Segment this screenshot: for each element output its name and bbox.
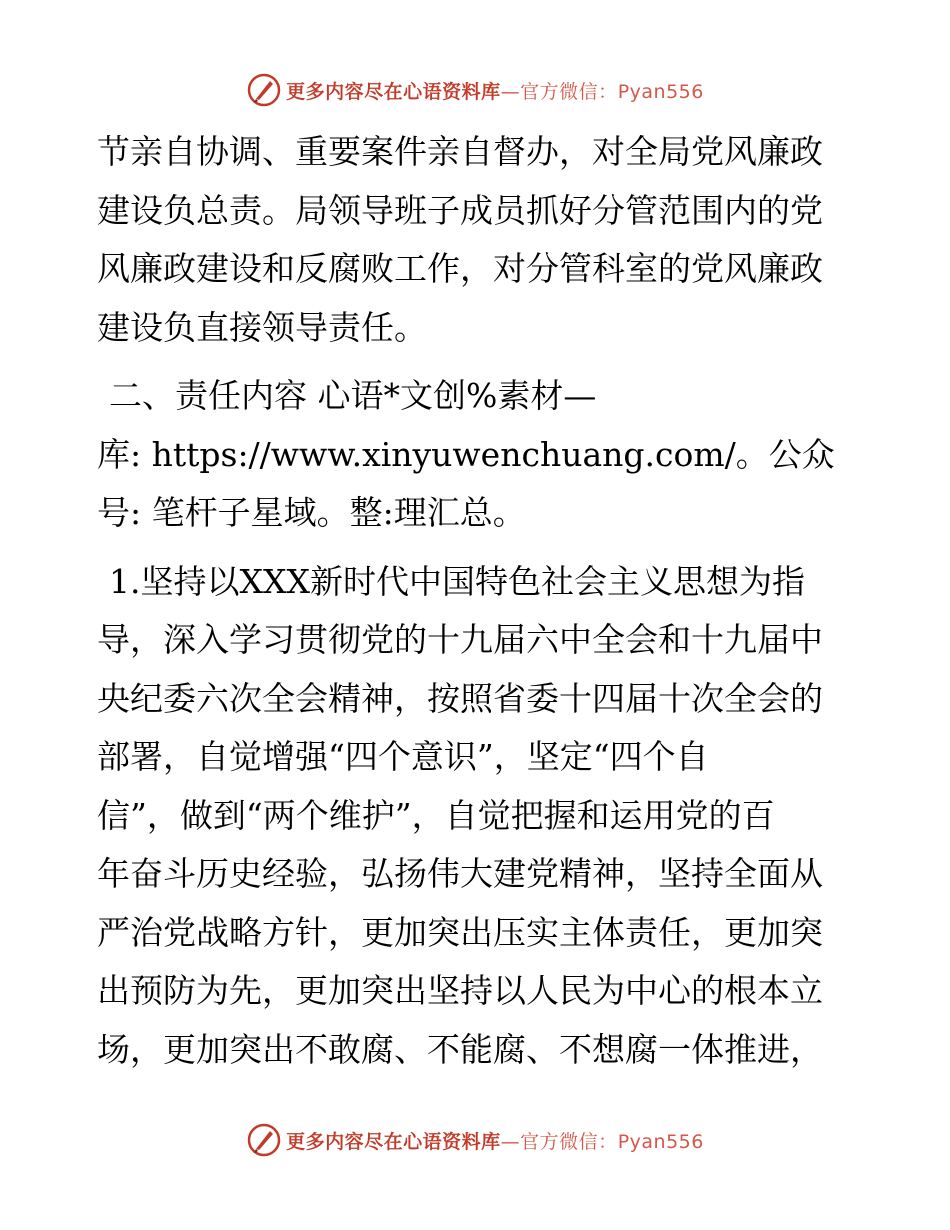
document-body (97, 123, 857, 1079)
footer-wechat-id: Pyan556 (617, 1130, 704, 1153)
footer-banner (0, 1120, 950, 1160)
header-separator: — (500, 80, 521, 103)
footer-logo-text: 更多内容尽在心语资料库 (286, 1130, 501, 1153)
text-line: 风廉政建设和反腐败工作，对分管科室的党风廉政 (97, 249, 823, 288)
text-line: 建设负直接领导责任。 (97, 307, 427, 347)
text-line: 部署，自觉增强“四个意识”，坚定“四个自 (97, 737, 709, 776)
text-line: 1.坚持以XXX新时代中国特色社会主义思想为指 (109, 561, 805, 601)
text-line: 年奋斗历史经验，弘扬伟大建党精神，坚持全面从 (97, 854, 823, 893)
footer-separator: — (500, 1130, 521, 1153)
paragraph-1 (97, 123, 857, 357)
text-line: 央纪委六次全会精神，按照省委十四届十次全会的 (97, 678, 823, 718)
header-wechat-label: 官方微信： (520, 80, 618, 103)
text-line: 节亲自协调、重要案件亲自督办，对全局党风廉政 (97, 132, 823, 171)
section-heading-line: 二、责任内容 心语*文创%素材— (109, 376, 597, 415)
quill-logo-icon (246, 1122, 282, 1158)
text-line: 严治党战略方针，更加突出压实主体责任，更加突 (97, 912, 823, 952)
header-wechat-id: Pyan556 (617, 80, 704, 103)
text-line: 号: 笔杆子星域。整:理汇总。 (97, 493, 526, 532)
paragraph-3 (97, 553, 857, 1080)
header-logo-text: 更多内容尽在心语资料库 (286, 80, 501, 103)
section-2-heading (97, 367, 857, 543)
header-banner (0, 70, 950, 110)
text-line: 场，更加突出不敢腐、不能腐、不想腐一体推进， (97, 1029, 823, 1069)
text-line: 建设负总责。局领导班子成员抓好分管范围内的党 (97, 190, 823, 230)
text-line: 出预防为先，更加突出坚持以人民为中心的根本立 (97, 971, 823, 1010)
text-line: 导，深入学习贯彻党的十九届六中全会和十九届中 (97, 620, 823, 659)
text-line: 信”，做到“两个维护”，自觉把握和运用党的百 (97, 795, 775, 835)
text-line: 库: https://www.xinyuwenchuang.com/。公众 (97, 434, 835, 474)
footer-wechat-label: 官方微信： (520, 1130, 618, 1153)
quill-logo-icon (246, 72, 282, 108)
